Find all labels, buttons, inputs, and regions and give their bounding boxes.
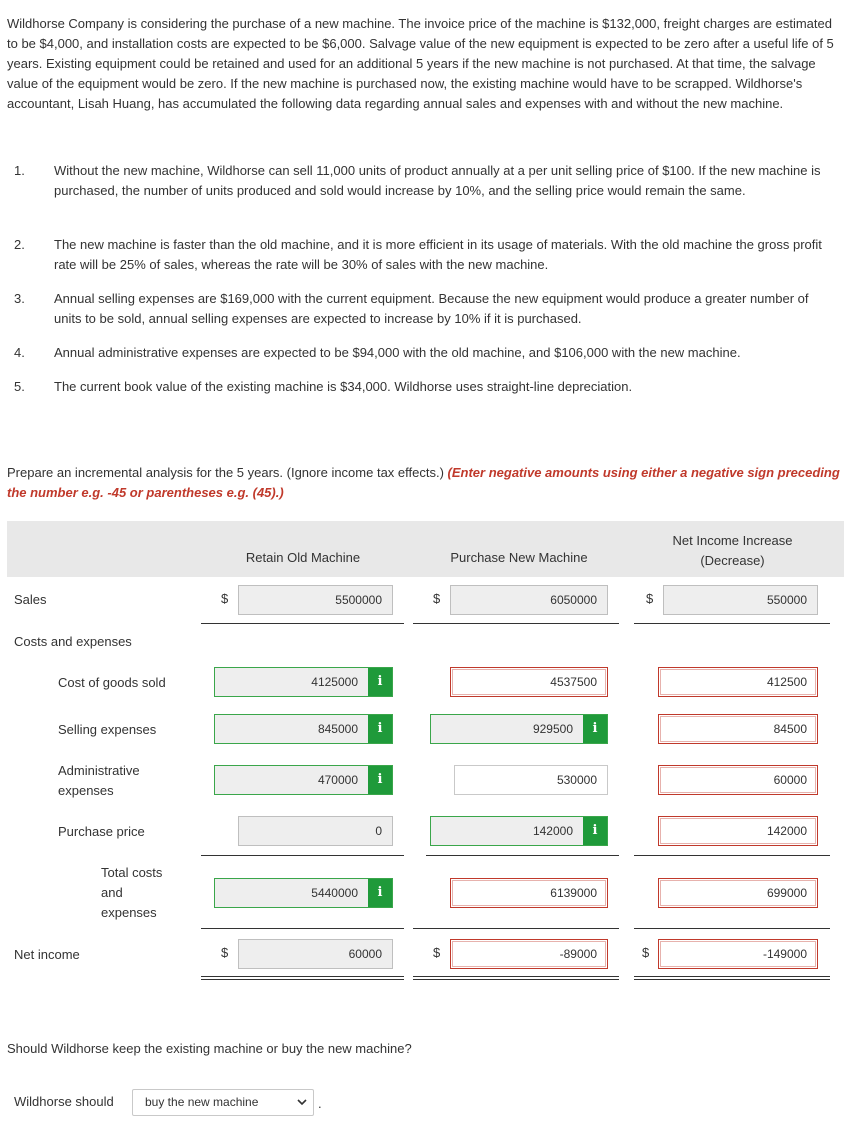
- row-label-total-costs: [101, 863, 162, 923]
- double-underline: [413, 976, 619, 977]
- sales-purchase-input[interactable]: 6050000: [450, 585, 608, 615]
- list-item-text: The current book value of the existing machine is $34,000. Wildhorse uses straight-line depreciation.: [54, 379, 633, 394]
- list-item-number: 2.: [14, 237, 25, 252]
- underline: [201, 855, 404, 856]
- selling-net-input[interactable]: 84500: [658, 714, 818, 744]
- underline: [413, 623, 619, 624]
- underline: [634, 623, 830, 624]
- answer-prefix: Wildhorse should: [14, 1094, 114, 1109]
- list-item-text: Annual selling expenses are $169,000 with the current equipment. Because the new equipment would produce a greater number of units to be sold, annual selling expenses are expected to increase by 10% if it is purchased.: [54, 291, 809, 326]
- cogs-retain-input[interactable]: [214, 667, 393, 697]
- list-item-number: 5.: [14, 379, 25, 394]
- selling-purchase-input[interactable]: [430, 714, 608, 744]
- double-underline: [201, 976, 404, 977]
- currency-symbol: $: [221, 945, 229, 960]
- double-underline: [413, 979, 619, 980]
- info-icon[interactable]: i: [583, 817, 607, 845]
- row-label-selling: Selling expenses: [58, 722, 157, 737]
- underline: [634, 928, 830, 929]
- row-label-total-line2: and: [101, 885, 123, 900]
- info-icon[interactable]: i: [368, 766, 392, 794]
- row-label-purchase-price: Purchase price: [58, 824, 145, 839]
- underline: [634, 855, 830, 856]
- cogs-retain-value: 4125000: [311, 675, 358, 689]
- list-item-text: Annual administrative expenses are expected to be $94,000 with the old machine, and $106,000 with the new machine.: [54, 345, 741, 360]
- list-item-number: 4.: [14, 345, 25, 360]
- netincome-purchase-input[interactable]: -89000: [450, 939, 608, 969]
- double-underline: [201, 979, 404, 980]
- row-label-total-line1: Total costs: [101, 865, 163, 880]
- double-underline: [634, 976, 830, 977]
- cogs-net-input[interactable]: 412500: [658, 667, 818, 697]
- header-net-line1: Net Income Increase: [672, 533, 793, 548]
- row-label-cogs: Cost of goods sold: [58, 675, 166, 690]
- instructions-text: Prepare an incremental analysis for the 5 years. (Ignore income tax effects.): [7, 465, 448, 480]
- admin-purchase-input[interactable]: 530000: [454, 765, 608, 795]
- info-icon[interactable]: i: [368, 668, 392, 696]
- decision-select-value: buy the new machine: [145, 1095, 259, 1109]
- currency-symbol: $: [433, 945, 441, 960]
- double-underline: [634, 979, 830, 980]
- underline: [426, 855, 619, 856]
- currency-symbol: $: [433, 591, 441, 606]
- costs-and-expenses-heading: Costs and expenses: [14, 634, 132, 649]
- currency-symbol: $: [221, 591, 229, 606]
- selling-retain-value: 845000: [317, 722, 358, 736]
- netincome-net-input[interactable]: -149000: [658, 939, 818, 969]
- admin-net-input[interactable]: 60000: [658, 765, 818, 795]
- underline: [413, 928, 619, 929]
- row-label-admin: [58, 761, 140, 801]
- row-label-admin-line1: Administrative: [58, 763, 140, 778]
- sales-retain-input[interactable]: 5500000: [238, 585, 393, 615]
- underline: [201, 928, 404, 929]
- list-item-text: Without the new machine, Wildhorse can sell 11,000 units of product annually at a per unit selling price of $100. If the new machine is purchased, the number of units produced and sold would increase by 10%, and the selling price would remain the same.: [54, 163, 821, 198]
- selling-purchase-value: 929500: [532, 722, 573, 736]
- info-icon[interactable]: i: [368, 715, 392, 743]
- header-purchase: Purchase New Machine: [450, 550, 588, 565]
- price-purchase-input[interactable]: [430, 816, 608, 846]
- underline: [201, 623, 404, 624]
- list-item-number: 3.: [14, 291, 25, 306]
- answer-suffix: .: [318, 1096, 322, 1111]
- instructions: [7, 463, 847, 503]
- row-label-total-line3: expenses: [101, 905, 157, 920]
- price-purchase-value: 142000: [532, 824, 573, 838]
- cogs-purchase-input[interactable]: 4537500: [450, 667, 608, 697]
- list-item-number: 1.: [14, 163, 25, 178]
- decision-question: Should Wildhorse keep the existing machine or buy the new machine?: [7, 1041, 412, 1056]
- row-label-sales: Sales: [14, 592, 47, 607]
- admin-retain-input[interactable]: [214, 765, 393, 795]
- header-net-income: [640, 531, 825, 570]
- currency-symbol: $: [646, 591, 654, 606]
- price-net-input[interactable]: 142000: [658, 816, 818, 846]
- info-icon[interactable]: i: [583, 715, 607, 743]
- list-item-text: The new machine is faster than the old machine, and it is more efficient in its usage of materials. With the old machine the gross profit rate will be 25% of sales, whereas the rate will be 30% of sales with the new machine.: [54, 237, 822, 272]
- header-retain: Retain Old Machine: [245, 550, 361, 565]
- info-icon[interactable]: i: [368, 879, 392, 907]
- netincome-retain-input[interactable]: 60000: [238, 939, 393, 969]
- total-retain-input[interactable]: [214, 878, 393, 908]
- sales-net-input[interactable]: 550000: [663, 585, 818, 615]
- instructions-note: (Enter negative amounts using either a negative sign preceding the number e.g. -45 or parentheses e.g. (45).): [7, 465, 840, 500]
- admin-retain-value: 470000: [317, 773, 358, 787]
- total-retain-value: 5440000: [311, 886, 358, 900]
- row-label-net-income: Net income: [14, 947, 80, 962]
- selling-retain-input[interactable]: [214, 714, 393, 744]
- row-label-admin-line2: expenses: [58, 783, 114, 798]
- price-retain-input[interactable]: 0: [238, 816, 393, 846]
- problem-intro: Wildhorse Company is considering the purchase of a new machine. The invoice price of the machine is $132,000, freight charges are estimated to be $4,000, and installation costs are expected to be $6,000. Salvage value of the new equipment is expected to be zero after a useful life of 5 years. Existing equipment could be retained and used for an additional 5 years if the new machine is not purchased. At that time, the salvage value of the equipment would be zero. If the new machine is purchased now, the existing machine would have to be scrapped. Wildhorse's accountant, Lisah Huang, has accumulated the following data regarding annual sales and expenses with and without the new machine.: [7, 16, 834, 111]
- decision-select[interactable]: [132, 1089, 314, 1116]
- currency-symbol: $: [642, 945, 650, 960]
- header-net-line2: (Decrease): [700, 552, 765, 568]
- chevron-down-icon: [297, 1090, 307, 1125]
- total-purchase-input[interactable]: 6139000: [450, 878, 608, 908]
- total-net-input[interactable]: 699000: [658, 878, 818, 908]
